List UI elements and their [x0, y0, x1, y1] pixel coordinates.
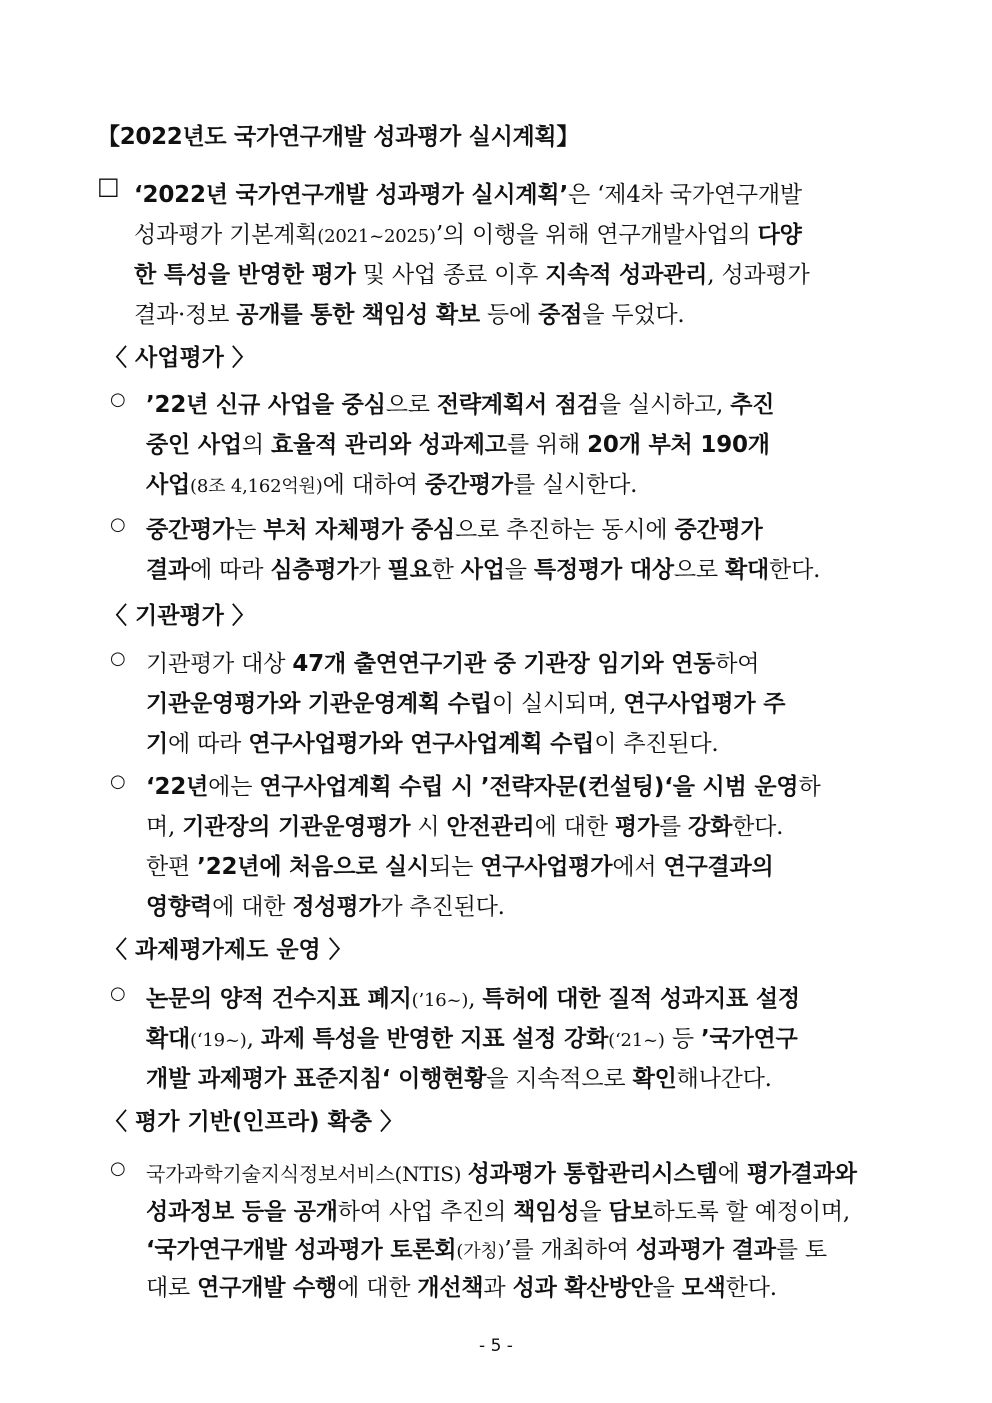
circle-bullet-icon: ○: [110, 514, 126, 535]
square-bullet-icon: □: [97, 172, 120, 200]
page-number: - 5 -: [479, 1336, 513, 1356]
section-heading-institution-evaluation: 〈 기관평가 〉: [104, 603, 255, 629]
circle-bullet-icon: ○: [110, 389, 126, 410]
circle-bullet-icon: ○: [110, 983, 126, 1004]
bullet-line: 국가과학기술지식정보서비스(NTIS) 성과평가 통합관리시스템에 평가결과와: [146, 1161, 857, 1187]
bullet-line: 영향력에 대한 정성평가가 추진된다.: [146, 894, 505, 920]
section-heading-infrastructure: 〈 평가 기반(인프라) 확충 〉: [104, 1109, 404, 1135]
bullet-line: 논문의 양적 건수지표 폐지(’16~), 특허에 대한 질적 성과지표 설정: [146, 986, 800, 1012]
bullet-line: ‘22년에는 연구사업계획 수립 시 ’전략자문(컨설팅)‘을 시범 운영하: [146, 774, 821, 800]
bullet-line: 기관운영평가와 기관운영계획 수립이 실시되며, 연구사업평가 주: [146, 691, 786, 717]
bullet-line: 개발 과제평가 표준지침‘ 이행현황을 지속적으로 확인해나간다.: [146, 1066, 772, 1092]
bullet-line: 중간평가는 부처 자체평가 중심으로 추진하는 동시에 중간평가: [146, 517, 763, 543]
bullet-line: 며, 기관장의 기관운영평가 시 안전관리에 대한 평가를 강화한다.: [146, 814, 784, 840]
circle-bullet-icon: ○: [110, 1158, 126, 1179]
document-title: 【2022년도 국가연구개발 성과평가 실시계획】: [97, 124, 580, 150]
intro-line: 한 특성을 반영한 평가 및 사업 종료 이후 지속적 성과관리, 성과평가: [134, 262, 810, 288]
bullet-line: 중인 사업의 효율적 관리와 성과제고를 위해 20개 부처 190개: [146, 432, 770, 458]
circle-bullet-icon: ○: [110, 648, 126, 669]
intro-line: 결과·정보 공개를 통한 책임성 확보 등에 중점을 두었다.: [134, 302, 685, 328]
bullet-line: 기관평가 대상 47개 출연연구기관 중 기관장 임기와 연동하여: [146, 651, 760, 677]
bullet-line: 한편 ’22년에 처음으로 실시되는 연구사업평가에서 연구결과의: [146, 854, 774, 880]
section-heading-task-evaluation: 〈 과제평가제도 운영 〉: [104, 937, 352, 963]
bullet-line: 결과에 따라 심층평가가 필요한 사업을 특정평가 대상으로 확대한다.: [146, 557, 821, 583]
bullet-line: 성과정보 등을 공개하여 사업 추진의 책임성을 담보하도록 할 예정이며,: [146, 1199, 850, 1225]
bullet-line: ‘국가연구개발 성과평가 토론회(가칭)’를 개최하여 성과평가 결과를 토: [146, 1237, 827, 1263]
bullet-line: ’22년 신규 사업을 중심으로 전략계획서 점검을 실시하고, 추진: [146, 392, 775, 418]
bullet-line: 확대(‘19~), 과제 특성을 반영한 지표 설정 강화(‘21~) 등 ’국가연구: [146, 1026, 798, 1052]
circle-bullet-icon: ○: [110, 771, 126, 792]
intro-line: 성과평가 기본계획(2021~2025)’의 이행을 위해 연구개발사업의 다양: [134, 222, 802, 248]
bullet-line: 대로 연구개발 수행에 대한 개선책과 성과 확산방안을 모색한다.: [146, 1275, 777, 1301]
intro-line: ‘2022년 국가연구개발 성과평가 실시계획’은 ‘제4차 국가연구개발: [134, 182, 802, 208]
section-heading-project-evaluation: 〈 사업평가 〉: [104, 345, 255, 371]
bullet-line: 사업(8조 4,162억원)에 대하여 중간평가를 실시한다.: [146, 472, 638, 498]
bullet-line: 기에 따라 연구사업평가와 연구사업계획 수립이 추진된다.: [146, 731, 719, 757]
